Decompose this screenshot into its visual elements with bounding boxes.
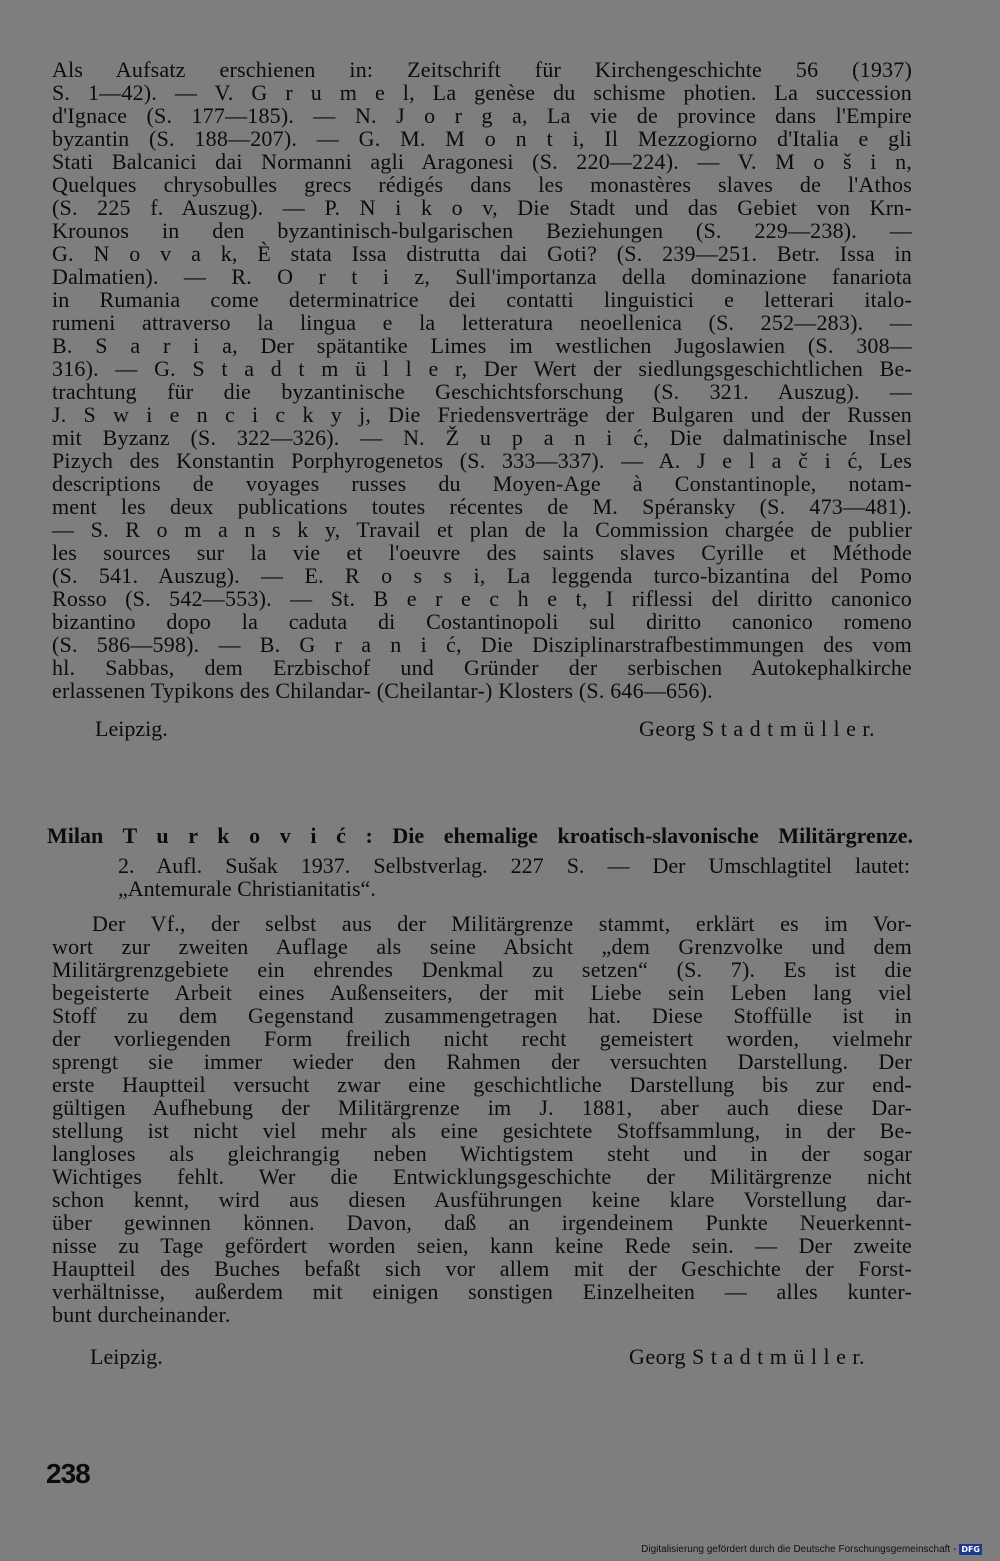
text-line: sprengt sie immer wieder den Rahmen der versuchten Darstellung. Der: [52, 1049, 912, 1074]
text-line: (S. 225 f. Auszug). — P. N i k o v, Die Stadt und das Gebiet von Krn-: [52, 195, 912, 220]
text-line: mit Byzanz (S. 322—326). — N. Ž u p a n i ć, Die dalmatinische Insel: [52, 425, 912, 450]
text-line: — S. R o m a n s k y, Travail et plan de la Commission chargée de publier: [52, 517, 912, 542]
text-line: gültigen Aufhebung der Militärgrenze im J. 1881, aber auch diese Dar-: [52, 1095, 912, 1120]
dfg-logo-icon: DFG: [961, 1545, 980, 1554]
text-line: Pizych des Konstantin Porphyrogenetos (S. 333—337). — A. J e l a č i ć, Les: [52, 448, 912, 473]
text-line: langloses als gleichrangig neben Wichtigstem steht und in der sogar: [52, 1141, 912, 1166]
text-line: (S. 586—598). — B. G r a n i ć, Die Disziplinarstrafbestimmungen des vom: [52, 632, 912, 657]
signature-place: Leipzig.: [90, 1344, 163, 1369]
text-line: Stati Balcanici dai Normanni agli Aragonesi (S. 220—224). — V. M o š i n,: [52, 149, 912, 174]
text-line: S. 1—42). — V. G r u m e l, La genèse du schisme photien. La succession: [52, 80, 912, 105]
text-line: stellung ist nicht viel mehr als eine gesichtete Stoffsammlung, in der Be-: [52, 1118, 912, 1143]
text-line: byzantin (S. 188—207). — G. M. M o n t i, Il Mezzogiorno d'Italia e gli: [52, 126, 912, 151]
text-line: descriptions de voyages russes du Moyen-Age à Constantinople, notam-: [52, 471, 912, 496]
text-line: Stoff zu dem Gegenstand zusammengetragen hat. Diese Stoffülle ist in: [52, 1003, 912, 1028]
text-line: Krounos in den byzantinisch-bulgarischen Beziehungen (S. 229—238). —: [52, 218, 912, 243]
page-number: 238: [46, 1458, 90, 1489]
text-line: 316). — G. S t a d t m ü l l e r, Der Wert der siedlungsgeschichtlichen Be-: [52, 356, 912, 381]
text-line: Rosso (S. 542—553). — St. B e r e c h e t, I riflessi del diritto canonico: [52, 586, 912, 611]
footer-text: Digitalisierung gefördert durch die Deutsche Forschungsgemeinschaft -: [641, 1544, 957, 1555]
text-line: B. S a r i a, Der spätantike Limes im westlichen Jugoslawien (S. 308—: [52, 333, 912, 358]
text-line: begeisterte Arbeit eines Außenseiters, der mit Liebe sein Leben lang viel: [52, 980, 912, 1005]
text-line: Wichtiges fehlt. Wer die Entwicklungsgeschichte der Militärgrenze nicht: [52, 1164, 912, 1189]
text-line: erste Hauptteil versucht zwar eine geschichtliche Darstellung bis zur end-: [52, 1072, 912, 1097]
text-line: rumeni attraverso la lingua e la letteratura neoellenica (S. 252—283). —: [52, 310, 912, 335]
text-line: ment les deux publications toutes récentes de M. Spéransky (S. 473—481).: [52, 494, 912, 519]
review-2-text: [52, 912, 912, 1326]
text-line: Dalmatien). — R. O r t i z, Sull'importanza della dominazione fanariota: [52, 264, 912, 289]
digitization-footer: [641, 1544, 982, 1555]
text-line: les sources sur la vie et l'oeuvre des saints slaves Cyrille et Méthode: [52, 540, 912, 565]
text-line: wort zur zweiten Auflage als seine Absicht „dem Grenzvolke und dem: [52, 934, 912, 959]
signature-author: Georg S t a d t m ü l l e r.: [638, 716, 875, 741]
text-line: Der Vf., der selbst aus der Militärgrenze stammt, erklärt es im Vor-: [92, 911, 912, 936]
review-2-biblio-line-2: „Antemurale Christianitatis“.: [118, 876, 376, 901]
text-line: über gewinnen können. Davon, daß an irgendeinem Punkte Neuerkennt-: [52, 1210, 912, 1235]
signature-author: Georg S t a d t m ü l l e r.: [628, 1344, 865, 1369]
text-line: trachtung für die byzantinische Geschichtsforschung (S. 321. Auszug). —: [52, 379, 912, 404]
text-line: bizantino dopo la caduta di Costantinopoli sul diritto canonico romeno: [52, 609, 912, 634]
text-line: erlassenen Typikons des Chilandar- (Cheilantar-) Klosters (S. 646—656).: [52, 678, 713, 703]
text-line: in Rumania come determinatrice dei contatti linguistici e letterari italo-: [52, 287, 912, 312]
text-line: nisse zu Tage gefördert worden seien, kann keine Rede sein. — Der zweite: [52, 1233, 912, 1258]
text-line: Quelques chrysobulles grecs rédigés dans les monastères slaves de l'Athos: [52, 172, 912, 197]
text-line: (S. 541. Auszug). — E. R o s s i, La leggenda turco-bizantina del Pomo: [52, 563, 912, 588]
text-line: Hauptteil des Buches befaßt sich vor allem mit der Geschichte der Forst-: [52, 1256, 912, 1281]
text-line: schon kennt, wird aus diesen Ausführungen keine klare Vorstellung dar-: [52, 1187, 912, 1212]
text-line: der vorliegenden Form freilich nicht recht gemeistert worden, vielmehr: [52, 1026, 912, 1051]
signature-place: Leipzig.: [95, 716, 168, 741]
review-2-heading: Milan T u r k o v i ć : Die ehemalige kroatisch-slavonische Militärgrenze.: [47, 823, 913, 848]
text-line: G. N o v a k, È stata Issa distrutta dai Goti? (S. 239—251. Betr. Issa in: [52, 241, 912, 266]
text-line: Militärgrenzgebiete ein ehrendes Denkmal zu setzen“ (S. 7). Es ist die: [52, 957, 912, 982]
text-line: bunt durcheinander.: [52, 1302, 231, 1327]
review-2-biblio-line-1: 2. Aufl. Sušak 1937. Selbstverlag. 227 S. — Der Umschlagtitel lautet:: [118, 853, 910, 878]
text-line: d'Ignace (S. 177—185). — N. J o r g a, La vie de province dans l'Empire: [52, 103, 912, 128]
text-line: J. S w i e n c i c k y j, Die Friedensverträge der Bulgaren und der Russen: [52, 402, 912, 427]
text-line: verhältnisse, außerdem mit einigen sonstigen Einzelheiten — alles kunter-: [52, 1279, 912, 1304]
text-line: hl. Sabbas, dem Erzbischof und Gründer der serbischen Autokephalkirche: [52, 655, 912, 680]
text-line: Als Aufsatz erschienen in: Zeitschrift für Kirchengeschichte 56 (1937): [52, 57, 912, 82]
review-1-text: [52, 58, 912, 702]
